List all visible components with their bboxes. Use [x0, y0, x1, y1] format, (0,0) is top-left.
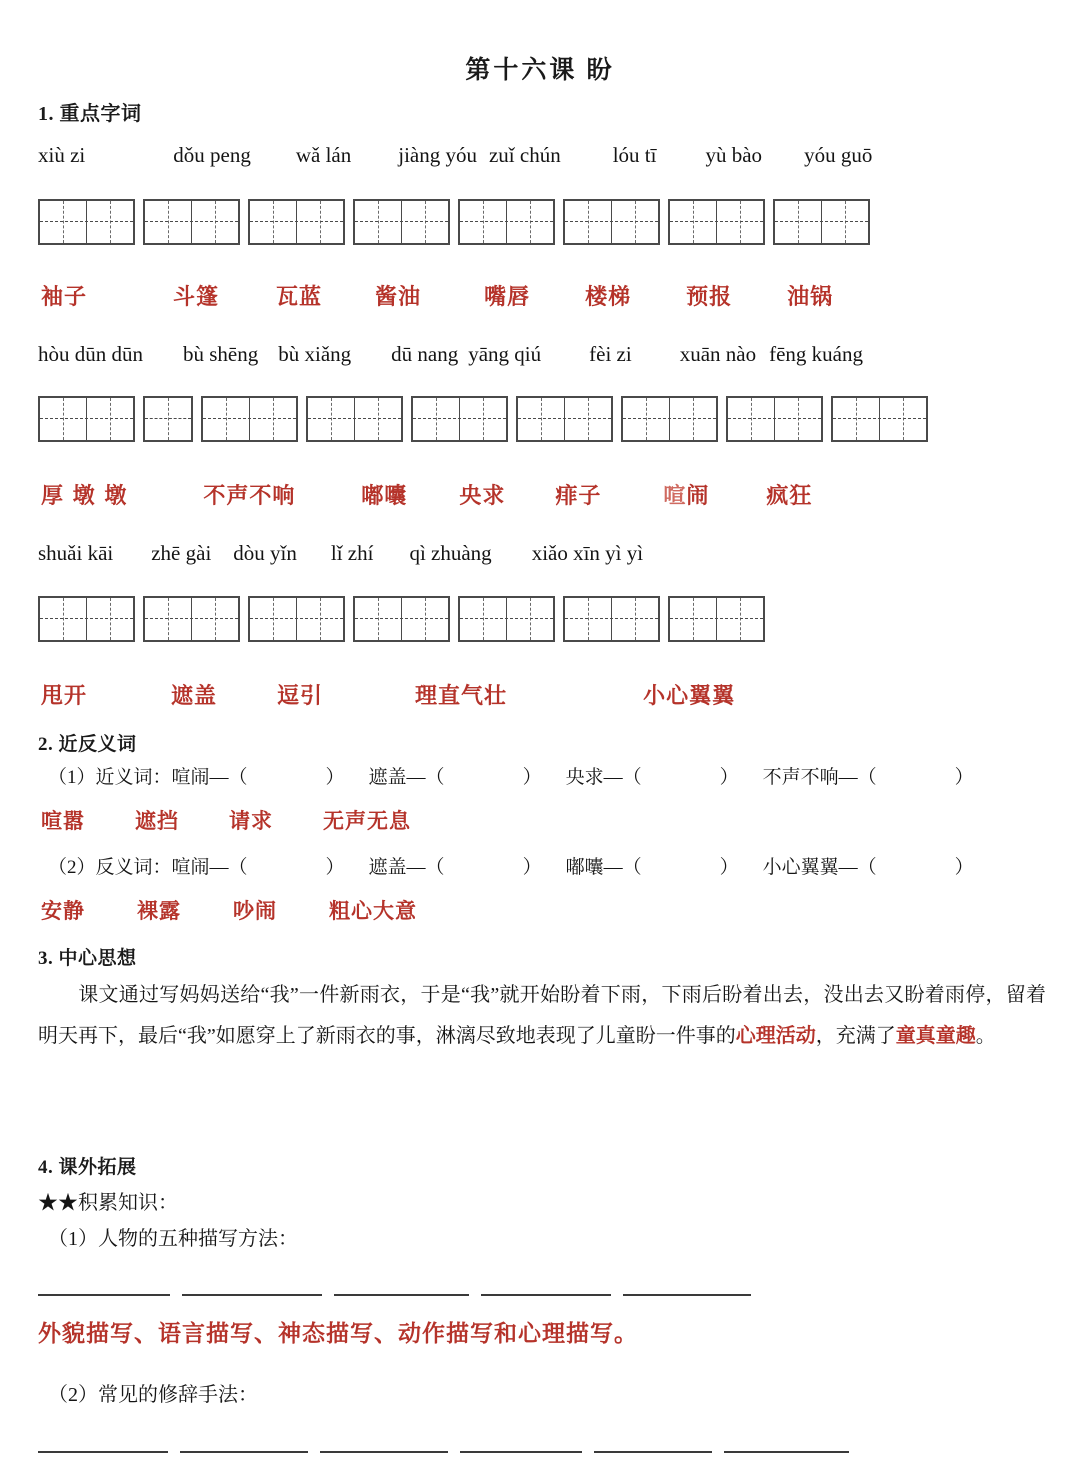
grid-row-2-box-5[interactable]: [516, 396, 613, 442]
grid-subcell: [378, 201, 401, 243]
grid-row-1-box-0[interactable]: [38, 199, 135, 245]
grid-subcell: [63, 598, 86, 640]
grid-cell[interactable]: [460, 201, 506, 243]
grid-cell[interactable]: [565, 598, 611, 640]
grid-subcell: [355, 201, 378, 243]
grid-cell[interactable]: [355, 598, 401, 640]
grid-subcell: [588, 201, 611, 243]
grid-cell[interactable]: [670, 201, 716, 243]
grid-subcell: [320, 598, 343, 640]
section-heading-vocabulary: 1. 重点字词: [38, 103, 142, 125]
grid-cell[interactable]: [775, 201, 821, 243]
pinyin-row-2-item-1: bù shēng: [183, 342, 259, 366]
grid-row-1-box-4[interactable]: [458, 199, 555, 245]
pinyin-row-3-item-0: shuǎi kāi: [38, 541, 114, 565]
grid-cell[interactable]: [459, 398, 506, 440]
antonyms-item-3[interactable]: 小心翼翼—（: [762, 857, 877, 878]
answer-row-2-item-5: [663, 479, 709, 510]
grid-subcell: [226, 398, 249, 440]
answer-row-3-item-1: 遮盖: [171, 683, 218, 709]
pinyin-row-2-item-3: dū nang: [391, 342, 459, 366]
synonyms-answer-item-0: 喧嚣: [41, 808, 85, 833]
grid-subcell: [110, 398, 133, 440]
grid-cell[interactable]: [716, 598, 763, 640]
grid-subcell: [63, 398, 86, 440]
answer-normal-char: 闹: [686, 483, 710, 509]
grid-subcell: [203, 398, 226, 440]
grid-cell[interactable]: [565, 201, 611, 243]
grid-cell[interactable]: [728, 398, 774, 440]
pinyin-row-1-item-6: yù bào: [705, 143, 763, 167]
grid-subcell: [192, 598, 215, 640]
grid-subcell: [693, 398, 716, 440]
extension-q1-blank-lines[interactable]: [38, 1283, 751, 1301]
grid-subcell: [402, 201, 425, 243]
q1-blank-line-4[interactable]: [623, 1294, 751, 1296]
grid-cell[interactable]: [296, 201, 343, 243]
grid-row-2-box-7[interactable]: [726, 396, 823, 442]
grid-subcell: [297, 201, 320, 243]
grid-subcell: [565, 598, 588, 640]
answer-row-3-item-4: 小心翼翼: [643, 683, 736, 709]
grid-subcell: [740, 598, 763, 640]
section-heading-extension: 4. 课外拓展: [38, 1157, 137, 1178]
grid-subcell: [308, 398, 331, 440]
q2-blank-line-5[interactable]: [724, 1451, 849, 1453]
q2-blank-line-4[interactable]: [594, 1451, 712, 1453]
q1-blank-line-3[interactable]: [481, 1294, 611, 1296]
grid-row-2-box-4[interactable]: [411, 396, 508, 442]
antonyms-close-1: ）: [522, 857, 542, 878]
grid-subcell: [378, 398, 401, 440]
pinyin-row-3-item-2: dòu yǐn: [233, 541, 297, 565]
synonyms-close-2: ）: [719, 767, 739, 788]
pinyin-row-1-item-0: xiù zi: [38, 143, 86, 167]
grid-subcell: [413, 398, 436, 440]
pinyin-row-1-item-4: zuǐ chún: [488, 143, 561, 167]
answer-row-1-item-7: 油锅: [787, 284, 834, 310]
pinyin-row-2-item-6: xuān nào: [679, 342, 757, 366]
character-grid-row-3[interactable]: [38, 596, 765, 642]
grid-cell[interactable]: [670, 598, 716, 640]
grid-subcell: [670, 201, 693, 243]
q2-blank-line-1[interactable]: [180, 1451, 308, 1453]
pinyin-row-1-item-3: jiàng yóu: [398, 143, 477, 167]
antonyms-close-2: ）: [719, 857, 739, 878]
grid-cell[interactable]: [145, 398, 191, 440]
accumulate-knowledge-text: 积累知识：: [78, 1192, 178, 1214]
grid-subcell: [273, 598, 296, 640]
grid-subcell: [168, 598, 191, 640]
answer-row-1-item-2: 瓦蓝: [276, 284, 323, 310]
answer-row-1-item-3: 酱油: [375, 284, 422, 310]
answer-row-2-item-1: 不声不响: [203, 483, 296, 509]
antonyms-label: （2）反义词：: [48, 857, 172, 878]
grid-row-3-box-3[interactable]: [353, 596, 450, 642]
grid-row-2-box-0[interactable]: [38, 396, 135, 442]
answer-row-1-item-5: 楼梯: [585, 284, 632, 310]
antonyms-item-0[interactable]: 喧闹—（: [171, 857, 248, 878]
grid-subcell: [717, 598, 740, 640]
antonyms-answer-item-1: 裸露: [137, 898, 181, 923]
grid-subcell: [775, 398, 798, 440]
grid-subcell: [751, 398, 774, 440]
grid-cell[interactable]: [40, 398, 86, 440]
synonyms-item-2[interactable]: 央求—（: [565, 767, 642, 788]
character-grid-row-2[interactable]: [38, 396, 928, 442]
pinyin-row-1: [38, 143, 1048, 168]
pinyin-row-3-item-4: qì zhuàng: [409, 541, 492, 565]
section-heading-central-idea: 3. 中心思想: [38, 948, 137, 969]
synonyms-label: （1）近义词：: [48, 767, 172, 788]
grid-subcell: [425, 201, 448, 243]
grid-cell[interactable]: [86, 201, 133, 243]
grid-subcell: [87, 398, 110, 440]
grid-subcell: [646, 398, 669, 440]
extension-q2-blank-lines[interactable]: [38, 1440, 849, 1458]
answer-row-1-item-6: 预报: [686, 284, 733, 310]
answer-row-3: [38, 679, 1048, 710]
grid-subcell: [436, 398, 459, 440]
synonyms-close-1: ）: [522, 767, 542, 788]
grid-subcell: [145, 398, 168, 440]
grid-cell[interactable]: [308, 398, 354, 440]
answer-row-2: [38, 479, 1048, 510]
grid-subcell: [565, 398, 588, 440]
grid-cell[interactable]: [669, 398, 716, 440]
grid-subcell: [798, 201, 821, 243]
grid-subcell: [250, 201, 273, 243]
grid-subcell: [63, 201, 86, 243]
grid-cell[interactable]: [249, 398, 296, 440]
grid-row-2-box-6[interactable]: [621, 396, 718, 442]
grid-subcell: [670, 398, 693, 440]
synonyms-answer-item-3: 无声无息: [323, 808, 411, 833]
pinyin-row-2: [38, 342, 1048, 367]
grid-row-2-box-3[interactable]: [306, 396, 403, 442]
grid-subcell: [355, 398, 378, 440]
grid-subcell: [250, 598, 273, 640]
synonyms-answer-row: [38, 805, 1048, 835]
synonyms-close-0: ）: [325, 767, 345, 788]
synonyms-item-1[interactable]: 遮盖—（: [368, 767, 445, 788]
grid-cell[interactable]: [401, 201, 448, 243]
grid-subcell: [250, 398, 273, 440]
pinyin-row-2-item-4: yāng qiú: [468, 342, 542, 366]
synonyms-answer-item-1: 遮挡: [135, 808, 179, 833]
grid-row-2-box-2[interactable]: [201, 396, 298, 442]
grid-row-3-box-4[interactable]: [458, 596, 555, 642]
grid-subcell: [822, 201, 845, 243]
pinyin-row-3: [38, 541, 1048, 566]
grid-cell[interactable]: [833, 398, 879, 440]
synonyms-question-line[interactable]: [48, 762, 1058, 789]
pinyin-row-3-item-3: lǐ zhí: [330, 541, 374, 565]
grid-subcell: [378, 598, 401, 640]
answer-row-1-item-4: 嘴唇: [484, 284, 531, 310]
grid-cell[interactable]: [518, 398, 564, 440]
character-grid-row-1[interactable]: [38, 199, 870, 245]
grid-subcell: [612, 201, 635, 243]
antonyms-item-2[interactable]: 嘟囔—（: [565, 857, 642, 878]
answer-row-2-item-4: 痱子: [555, 483, 602, 509]
central-idea-highlight-1: 心理活动: [735, 1025, 816, 1047]
grid-cell[interactable]: [145, 201, 191, 243]
grid-subcell: [110, 598, 133, 640]
grid-subcell: [541, 398, 564, 440]
grid-subcell: [355, 598, 378, 640]
grid-row-1-box-2[interactable]: [248, 199, 345, 245]
grid-cell[interactable]: [40, 598, 86, 640]
grid-subcell: [588, 398, 611, 440]
grid-cell[interactable]: [86, 398, 133, 440]
grid-subcell: [740, 201, 763, 243]
grid-subcell: [273, 201, 296, 243]
answer-row-2-item-6: 疯狂: [766, 483, 813, 509]
grid-subcell: [717, 201, 740, 243]
grid-row-1-box-1[interactable]: [143, 199, 240, 245]
grid-subcell: [40, 598, 63, 640]
grid-subcell: [856, 398, 879, 440]
grid-cell[interactable]: [611, 201, 658, 243]
grid-row-2-box-1[interactable]: [143, 396, 193, 442]
grid-cell[interactable]: [460, 598, 506, 640]
grid-cell[interactable]: [354, 398, 401, 440]
accumulate-knowledge-label: [38, 1186, 178, 1215]
grid-cell[interactable]: [86, 598, 133, 640]
grid-subcell: [798, 398, 821, 440]
grid-subcell: [460, 398, 483, 440]
central-idea-highlight-2: 童真童趣: [895, 1025, 976, 1047]
q1-blank-line-2[interactable]: [334, 1294, 469, 1296]
grid-subcell: [612, 598, 635, 640]
answer-row-3-item-0: 甩开: [41, 683, 88, 709]
grid-subcell: [833, 398, 856, 440]
extension-q1-answer: 外貌描写、语言描写、神态描写、动作描写和心理描写。: [38, 1320, 638, 1347]
q2-blank-line-0[interactable]: [38, 1451, 168, 1453]
pinyin-row-1-item-7: yóu guō: [804, 143, 873, 167]
grid-subcell: [40, 398, 63, 440]
grid-subcell: [483, 598, 506, 640]
page-title: 第十六课 盼: [465, 57, 615, 84]
grid-subcell: [880, 398, 903, 440]
star-icon: ★★: [38, 1192, 78, 1214]
grid-subcell: [110, 201, 133, 243]
grid-row-3-box-5[interactable]: [563, 596, 660, 642]
section-heading-synonyms-antonyms: 2. 近反义词: [38, 734, 137, 755]
grid-subcell: [483, 398, 506, 440]
synonyms-answer-item-2: 请求: [229, 808, 273, 833]
grid-subcell: [425, 598, 448, 640]
grid-cell[interactable]: [564, 398, 611, 440]
grid-cell[interactable]: [623, 398, 669, 440]
grid-cell[interactable]: [401, 598, 448, 640]
answer-row-2-item-3: 央求: [459, 483, 506, 509]
grid-cell[interactable]: [250, 201, 296, 243]
grid-cell[interactable]: [821, 201, 868, 243]
answer-row-1-item-1: 斗篷: [173, 284, 220, 310]
grid-subcell: [192, 201, 215, 243]
antonyms-close-0: ）: [325, 857, 345, 878]
extension-question-1: （1）人物的五种描写方法：: [48, 1228, 298, 1250]
q1-blank-line-1[interactable]: [182, 1294, 322, 1296]
grid-cell[interactable]: [191, 201, 238, 243]
central-idea-paragraph: [38, 975, 1046, 1057]
grid-subcell: [402, 598, 425, 640]
antonyms-answer-row: [38, 895, 1048, 925]
pinyin-row-3-item-1: zhē gài: [151, 541, 212, 565]
grid-row-3-box-6[interactable]: [668, 596, 765, 642]
grid-cell[interactable]: [250, 598, 296, 640]
grid-cell[interactable]: [355, 201, 401, 243]
grid-cell[interactable]: [716, 201, 763, 243]
antonyms-close-3: ）: [954, 857, 974, 878]
grid-subcell: [460, 598, 483, 640]
answer-row-2-item-2: 嘟囔: [361, 483, 408, 509]
grid-subcell: [728, 398, 751, 440]
grid-subcell: [623, 398, 646, 440]
antonyms-item-1[interactable]: 遮盖—（: [368, 857, 445, 878]
grid-cell[interactable]: [191, 598, 238, 640]
grid-cell[interactable]: [413, 398, 459, 440]
grid-cell[interactable]: [879, 398, 926, 440]
grid-subcell: [635, 201, 658, 243]
central-idea-text-part3: 。: [975, 1025, 996, 1047]
pinyin-row-1-item-1: dǒu peng: [173, 143, 251, 167]
grid-subcell: [168, 398, 191, 440]
grid-cell[interactable]: [40, 201, 86, 243]
grid-subcell: [87, 598, 110, 640]
grid-subcell: [87, 201, 110, 243]
grid-subcell: [460, 201, 483, 243]
grid-subcell: [483, 201, 506, 243]
grid-row-2-box-8[interactable]: [831, 396, 928, 442]
grid-subcell: [530, 201, 553, 243]
grid-subcell: [903, 398, 926, 440]
q2-blank-line-2[interactable]: [320, 1451, 448, 1453]
grid-row-1-box-7[interactable]: [773, 199, 870, 245]
grid-subcell: [215, 598, 238, 640]
grid-row-1-box-6[interactable]: [668, 199, 765, 245]
grid-cell[interactable]: [506, 201, 553, 243]
antonyms-answer-item-0: 安静: [41, 898, 85, 923]
grid-subcell: [670, 598, 693, 640]
grid-subcell: [693, 201, 716, 243]
pinyin-row-3-item-5: xiǎo xīn yì yì: [531, 541, 644, 565]
central-idea-text-part2: ，充满了: [815, 1025, 896, 1047]
antonyms-answer-item-2: 吵闹: [233, 898, 277, 923]
pinyin-row-1-item-2: wǎ lán: [295, 143, 352, 167]
synonyms-close-3: ）: [954, 767, 974, 788]
grid-subcell: [530, 598, 553, 640]
grid-row-1-box-3[interactable]: [353, 199, 450, 245]
grid-row-3-box-0[interactable]: [38, 596, 135, 642]
grid-row-1-box-5[interactable]: [563, 199, 660, 245]
antonyms-question-line[interactable]: [48, 852, 1058, 879]
grid-row-3-box-2[interactable]: [248, 596, 345, 642]
answer-row-3-item-2: 逗引: [277, 683, 324, 709]
grid-subcell: [320, 201, 343, 243]
grid-cell[interactable]: [203, 398, 249, 440]
central-idea-text-part1: 课文通过写妈妈送给“我”一件新雨衣，于是“我”就开始盼着下雨，下雨后盼着出去，没出去又盼着雨停，留着明天再下，最后“我”如愿穿上了新雨衣的事，淋漓尽致地表现了儿童盼一件事的: [38, 984, 1046, 1047]
pinyin-row-2-item-2: bù xiǎng: [278, 342, 352, 366]
grid-subcell: [845, 201, 868, 243]
synonyms-item-3[interactable]: 不声不响—（: [762, 767, 877, 788]
grid-subcell: [297, 598, 320, 640]
grid-cell[interactable]: [506, 598, 553, 640]
grid-cell[interactable]: [296, 598, 343, 640]
answer-row-2-item-0: 厚 墩 墩: [41, 483, 128, 509]
grid-subcell: [588, 598, 611, 640]
grid-subcell: [273, 398, 296, 440]
grid-cell[interactable]: [145, 598, 191, 640]
grid-cell[interactable]: [774, 398, 821, 440]
grid-subcell: [145, 201, 168, 243]
grid-subcell: [168, 201, 191, 243]
grid-subcell: [635, 598, 658, 640]
answer-outline-char: 喧: [663, 483, 687, 509]
q2-blank-line-3[interactable]: [460, 1451, 582, 1453]
answer-row-1: [38, 280, 1048, 311]
grid-subcell: [40, 201, 63, 243]
grid-subcell: [507, 201, 530, 243]
pinyin-row-2-item-0: hòu dūn dūn: [38, 342, 143, 366]
grid-row-3-box-1[interactable]: [143, 596, 240, 642]
grid-subcell: [518, 398, 541, 440]
answer-row-3-item-3: 理直气壮: [415, 683, 508, 709]
grid-subcell: [215, 201, 238, 243]
pinyin-row-2-item-7: fēng kuáng: [769, 342, 863, 366]
q1-blank-line-0[interactable]: [38, 1294, 170, 1296]
grid-subcell: [775, 201, 798, 243]
grid-subcell: [565, 201, 588, 243]
pinyin-row-2-item-5: fèi zi: [589, 342, 632, 366]
grid-cell[interactable]: [611, 598, 658, 640]
extension-question-2: （2）常见的修辞手法：: [48, 1384, 258, 1406]
grid-subcell: [507, 598, 530, 640]
grid-subcell: [145, 598, 168, 640]
grid-subcell: [331, 398, 354, 440]
synonyms-item-0[interactable]: 喧闹—（: [171, 767, 248, 788]
pinyin-row-1-item-5: lóu tī: [612, 143, 657, 167]
grid-subcell: [693, 598, 716, 640]
answer-row-1-item-0: 袖子: [41, 284, 88, 310]
antonyms-answer-item-3: 粗心大意: [329, 898, 417, 923]
